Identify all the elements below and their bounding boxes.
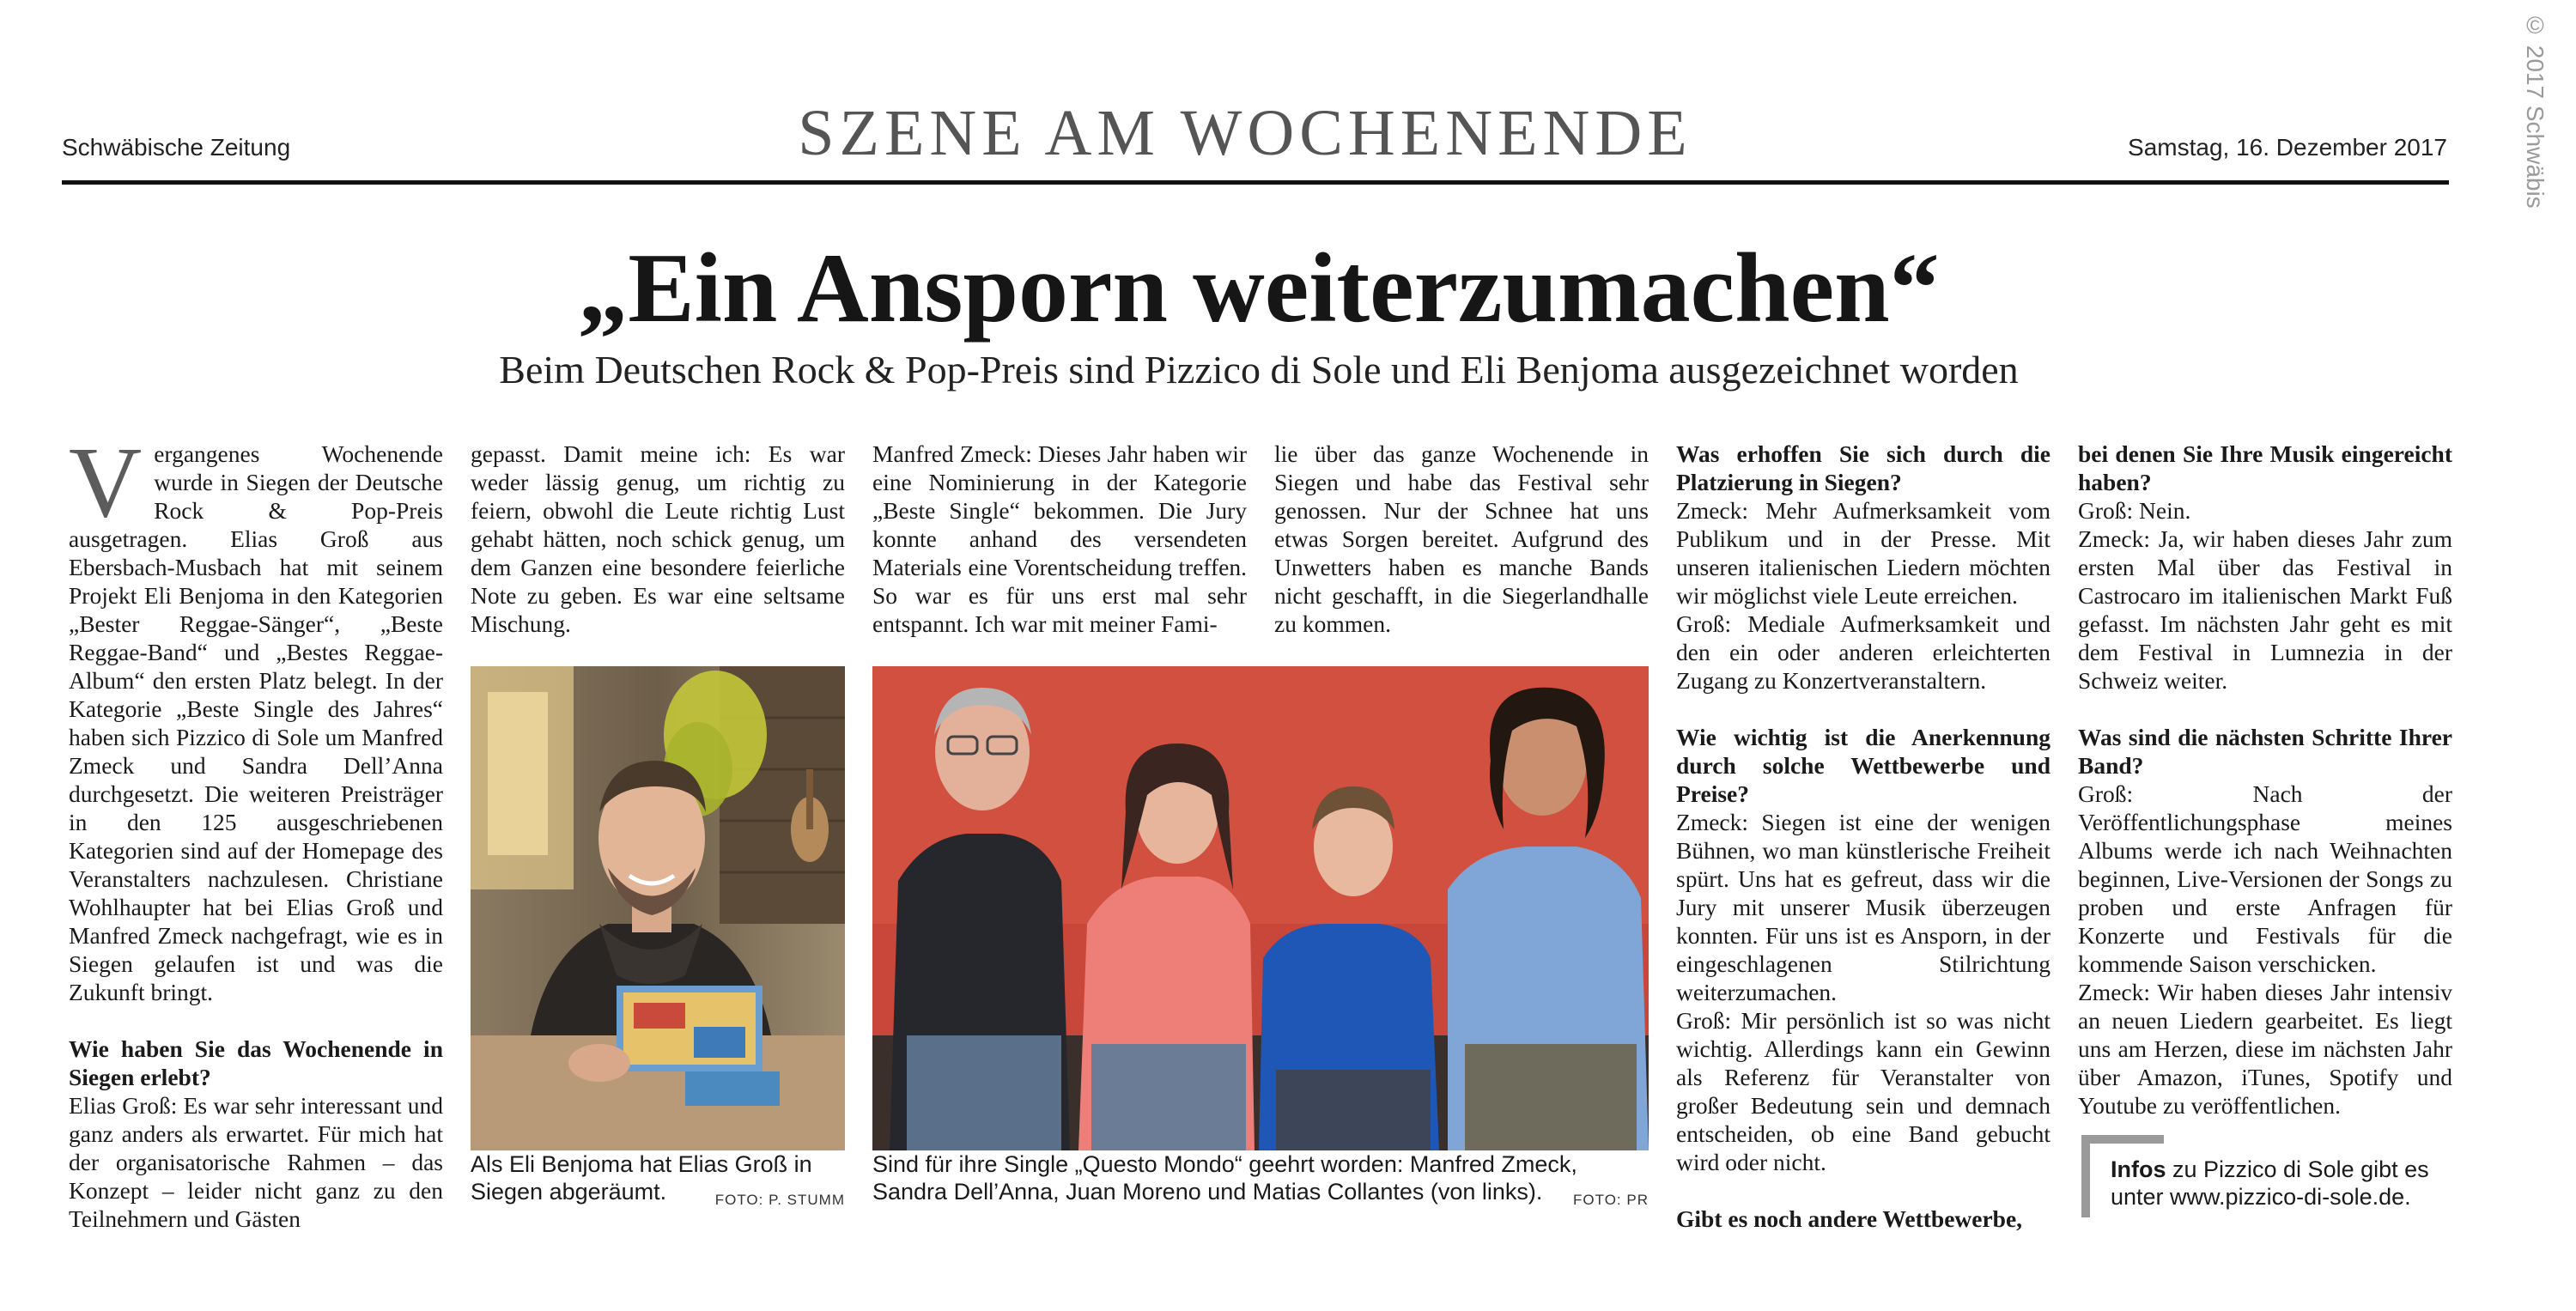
photo-pizzico-di-sole-caption xyxy=(872,1150,1649,1214)
section-title: SZENE AM WOCHENENDE xyxy=(798,97,1692,169)
interview-answer: Zmeck: Mehr Aufmerksamkeit vom Publikum und in der Presse. Mit unseren italienischen Liedern möchten wir möglichst viele Leute erreichen. xyxy=(1676,497,2050,609)
article-column-6 xyxy=(2078,440,2452,1120)
photo-eli-benjoma-caption xyxy=(471,1150,845,1214)
issue-date: Samstag, 16. Dezember 2017 xyxy=(2128,134,2447,161)
caption-text: Sind für ihre Single „Questo Mondo“ geehrt worden: Manfred Zmeck, Sandra Dell’Anna, Juan Moreno und Matias Collantes (von links). xyxy=(872,1151,1577,1205)
info-label: Infos xyxy=(2111,1156,2166,1182)
interview-question: bei denen Sie Ihre Musik eingereicht haben? xyxy=(2078,440,2452,495)
headline: „Ein Ansporn weiterzumachen“ xyxy=(578,234,1940,343)
interview-answer: Elias Groß: Es war sehr interessant und ganz anders als erwartet. Für mich hat der organisatorische Rahmen – das Konzept – leider nicht ganz zu den Teilnehmern und Gästen xyxy=(69,1092,443,1232)
interview-question: Wie wichtig ist die Anerkennung durch solche Wettbewerbe und Preise? xyxy=(1676,724,2050,807)
photo-credit: FOTO: P. STUMM xyxy=(714,1192,845,1208)
interview-question: Wie haben Sie das Wochenende in Siegen erlebt? xyxy=(69,1035,443,1090)
interview-question: Was erhoffen Sie sich durch die Platzierung in Siegen? xyxy=(1676,440,2050,495)
interview-answer: gepasst. Damit meine ich: Es war weder lässig genug, um richtig zu feiern, obwohl die Leute richtig Lust gehabt hätten, noch schick genug, um dem Ganzen eine besondere feierliche Note zu geben. Es war eine seltsame Mischung. xyxy=(471,440,845,637)
intro-text: ergangenes Wochenende wurde in Siegen der Deutsche Rock & Pop-Preis ausgetragen. Elias Groß aus Ebersbach-Musbach hat mit seinem Projekt Eli Benjoma in den Kategorien „Bester Reggae-Sänger“, „Beste Reggae-Band“ und „Bestes Reggae-Album“ den ersten Platz belegt. In der Kategorie „Beste Single des Jahres“ haben sich Pizzico di Sole um Manfred Zmeck und Sandra Dell’Anna durchgesetzt. Die weiteren Preisträger in den 125 ausgeschriebenen Kategorien sind auf der Homepage des Veranstalters nachzulesen. Christiane Wohlhaupter hat bei Elias Groß und Manfred Zmeck nachgefragt, wie es in Siegen gelaufen ist und was die Zukunft bringt. xyxy=(69,440,443,1005)
photo-pizzico-di-sole xyxy=(872,666,1649,1150)
photo-eli-benjoma xyxy=(471,666,845,1150)
photo-pizzico-di-sole-image xyxy=(872,666,1649,1150)
photo-eli-benjoma-image xyxy=(471,666,845,1150)
copyright-notice: © 2017 Schwäbis xyxy=(2522,12,2549,209)
caption-text: Als Eli Benjoma hat Elias Groß in Siegen abgeräumt. xyxy=(471,1151,812,1205)
interview-answer: Manfred Zmeck: Dieses Jahr haben wir eine Nominierung in der Kategorie „Beste Single“ bekommen. Die Jury konnte anhand des versendeten Materials eine Vorentscheidung treffen. So war es für uns erst mal sehr entspannt. Ich war mit meiner Fami- xyxy=(872,440,1247,637)
interview-answer: Groß: Mir persönlich ist so was nicht wichtig. Allerdings kann ein Gewinn als Referenz für Veranstalter von großer Bedeutung sein und demnach entscheiden, ob eine Band gebucht wird oder nicht. xyxy=(1676,1007,2050,1175)
interview-answer: Groß: Nach der Veröffentlichungsphase meines Albums werde ich nach Weihnachten beginnen, Live-Versionen der Songs zu proben und erste Anfragen für Konzerte und Festivals für die kommende Saison verschicken. xyxy=(2078,780,2452,977)
article-column-2 xyxy=(471,440,845,638)
article-column-3 xyxy=(872,440,1247,638)
info-text: zu Pizzico di Sole gibt es unter www.pizzico-di-sole.de. xyxy=(2111,1156,2429,1210)
interview-answer: Zmeck: Siegen ist eine der wenigen Bühnen, wo man künstlerische Freiheit spürt. Uns hat es gefreut, dass wir die Jury mit unserer Musik überzeugen konnten. Für uns ist es Ansporn, in der eingeschlagenen Stilrichtung weiterzumachen. xyxy=(1676,809,2050,1005)
newspaper-name: Schwäbische Zeitung xyxy=(62,134,291,161)
drop-cap: V xyxy=(69,426,143,538)
info-box xyxy=(2081,1135,2442,1211)
interview-question: Was sind die nächsten Schritte Ihrer Band? xyxy=(2078,724,2452,779)
article-column-4 xyxy=(1274,440,1649,638)
intro-paragraph xyxy=(69,426,443,1006)
article-column-1 xyxy=(69,426,443,1233)
interview-answer: Zmeck: Ja, wir haben dieses Jahr zum ersten Mal über das Festival in Castrocaro im italienischen Markt Fuß gefasst. Im nächsten Jahr geht es mit dem Festival in Lumnezia in der Schweiz weiter. xyxy=(2078,525,2452,694)
header-rule xyxy=(62,180,2449,185)
article-column-5 xyxy=(1676,440,2050,1233)
interview-answer: lie über das ganze Wochenende in Siegen und habe das Festival sehr genossen. Nur der Schnee hat uns etwas Sorgen bereitet. Aufgrund des Unwetters haben es manche Bands nicht geschafft, in die Siegerlandhalle zu kommen. xyxy=(1274,440,1649,637)
interview-question: Gibt es noch andere Wettbewerbe, xyxy=(1676,1205,2023,1232)
interview-answer: Groß: Nein. xyxy=(2078,497,2191,524)
photo-credit: FOTO: PR xyxy=(1573,1192,1649,1208)
subheadline: Beim Deutschen Rock & Pop-Preis sind Pizzico di Sole und Eli Benjoma ausgezeichnet worden xyxy=(499,348,2019,391)
interview-answer: Zmeck: Wir haben dieses Jahr intensiv an neuen Liedern gearbeitet. Es liegt uns am Herzen, diese im nächsten Jahr über Amazon, iTunes, Spotify und Youtube zu veröffentlichen. xyxy=(2078,979,2452,1119)
interview-answer: Groß: Mediale Aufmerksamkeit und den ein oder anderen erleichterten Zugang zu Konzertveranstaltern. xyxy=(1676,610,2050,694)
